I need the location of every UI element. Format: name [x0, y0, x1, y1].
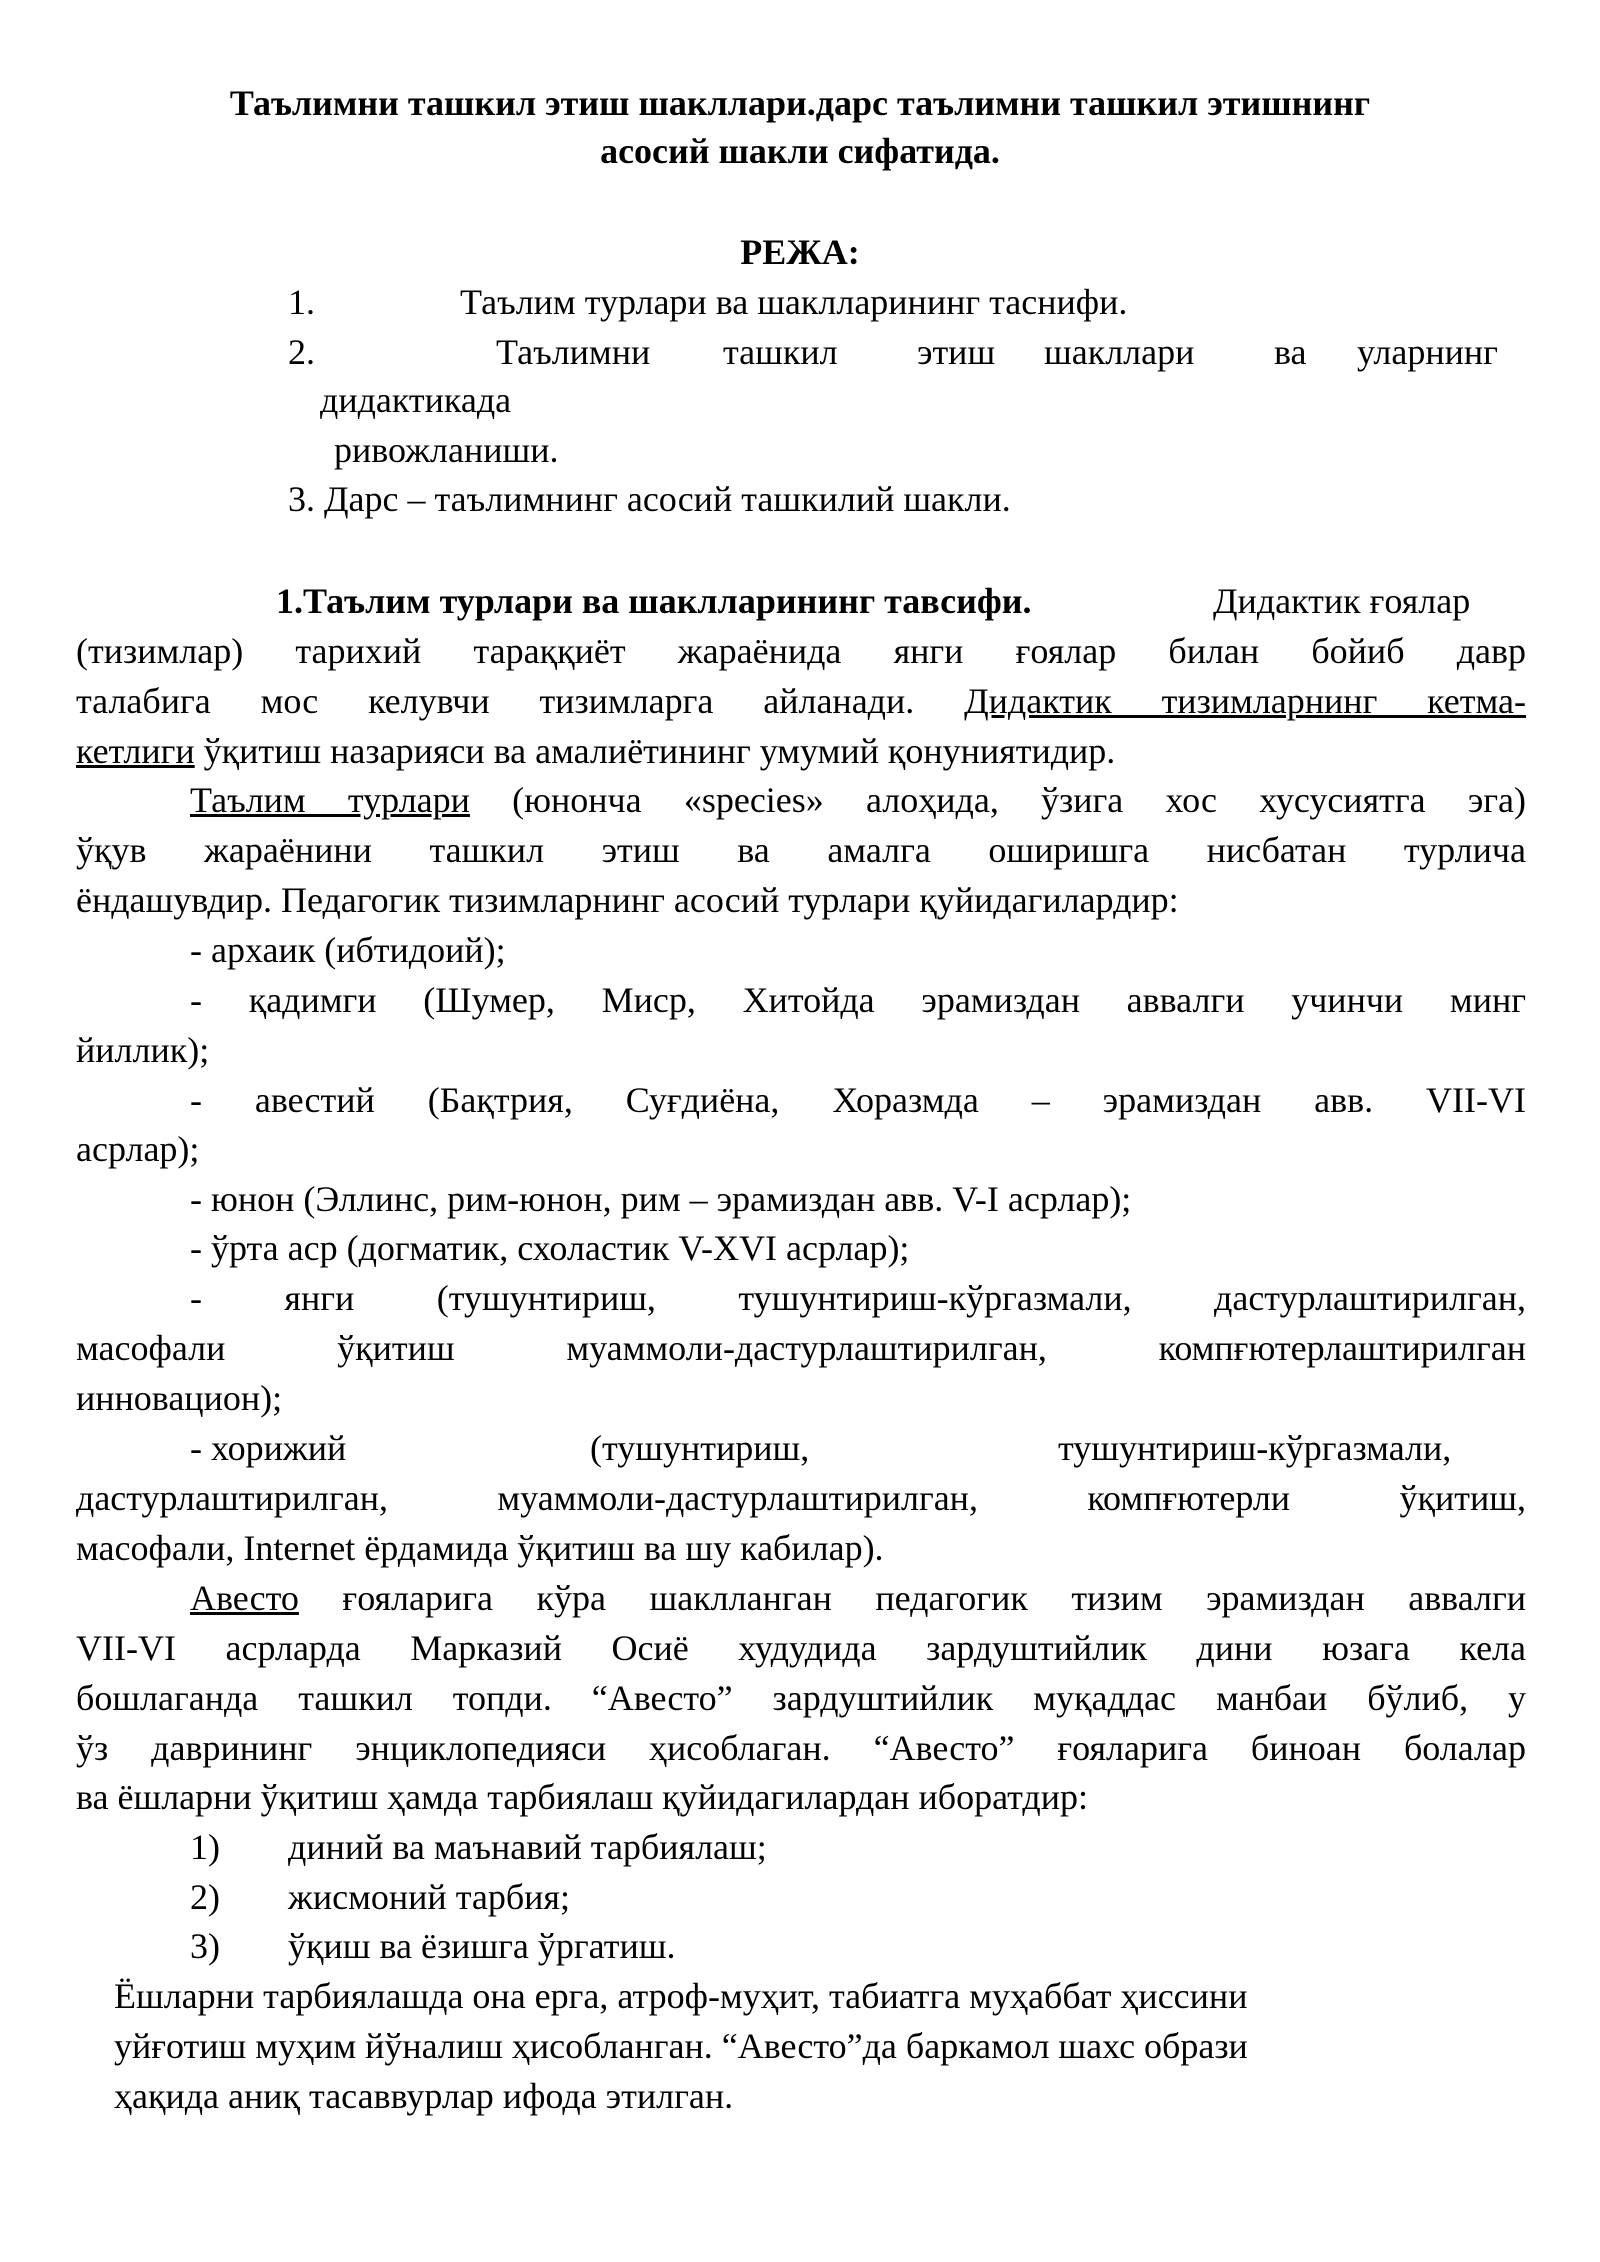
plan-item-2-word: уларнинг — [1357, 332, 1498, 372]
paragraph-line: бошлаганда ташкил топди. “Авесто” зардуштийлик муқаддас манбаи бўлиб, у — [76, 1678, 1526, 1718]
list-item-continuation: дастурлаштирилган, муаммоли-дастурлаштирилган, компғютерли ўқитиш, — [76, 1478, 1526, 1518]
paragraph-text: Дидактик ғоялар — [1213, 581, 1471, 621]
paragraph-line: VII-VI асрларда Марказий Осиё худудида зардуштийлик дини юзага кела — [76, 1628, 1526, 1668]
paragraph-line: уйғотиш муҳим йўналиш ҳисобланган. “Авесто”да баркамол шахс образи — [114, 2026, 1248, 2066]
title-line-2: асосий шакли сифатида. — [600, 131, 1000, 171]
paragraph-text: ғояларига кўра шаклланган педагогик тизим эрамиздан аввалги — [342, 1578, 1527, 1618]
list-item: - ўрта аср (догматик, схоластик V-XVI асрлар); — [190, 1228, 910, 1268]
list-item: - қадимги (Шумер, Миср, Хитойда эрамиздан аввалги учинчи минг — [190, 980, 1526, 1020]
paragraph-line: (тизимлар) тарихий тараққиёт жараёнида янги ғоялар билан бойиб давр — [76, 631, 1526, 671]
list-item: - авестий (Бақтрия, Суғдиёна, Хоразмда – эрамиздан авв. VII-VI — [190, 1080, 1526, 1120]
numbered-item-text: диний ва маънавий тарбиялаш; — [288, 1827, 767, 1867]
plan-item-2-continuation: ривожланиши. — [334, 430, 559, 470]
list-item: - юнон (Эллинс, рим-юнон, рим – эрамиздан авв. V-I асрлар); — [190, 1179, 1132, 1219]
underlined-term: Дидактик тизимларнинг кетма- — [964, 681, 1526, 721]
plan-item-2-word: ташкил — [723, 332, 838, 372]
list-item: - архаик (ибтидоий); — [190, 930, 506, 970]
plan-item-2-word: ва — [1274, 332, 1307, 372]
plan-item-2-word: Таълимни — [496, 332, 651, 372]
list-item-word: тушунтириш-кўргазмали, — [1058, 1428, 1452, 1468]
underlined-term: Таълим турлари — [190, 780, 470, 820]
paragraph-text: (юнонча «species» алоҳида, ўзига хос хусусиятга эга) — [512, 780, 1526, 820]
underlined-term: кетлиги — [76, 731, 195, 771]
paragraph-line — [76, 727, 1115, 775]
paragraph-line — [76, 677, 1526, 725]
list-item-continuation: инновацион); — [76, 1378, 283, 1418]
paragraph-line: ҳақида аниқ тасаввурлар ифода этилган. — [114, 2076, 734, 2116]
numbered-item-number: 2) — [190, 1877, 220, 1917]
numbered-item-number: 3) — [190, 1926, 220, 1966]
list-item: - хорижий — [190, 1428, 347, 1468]
section-1-heading-text: 1.Таълим турлари ва шаклларининг тавсифи. — [276, 581, 1032, 621]
list-item-continuation: асрлар); — [76, 1129, 200, 1169]
list-item-continuation: масофали ўқитиш муаммоли-дастурлаштирилган, компғютерлаштирилган — [76, 1328, 1526, 1368]
plan-heading: РЕЖА: — [740, 232, 860, 272]
list-item-continuation: масофали, Internet ёрдамида ўқитиш ва шу кабилар). — [76, 1528, 884, 1568]
paragraph-line — [190, 1574, 1526, 1622]
plan-item-1-text: Таълим турлари ва шаклларининг таснифи. — [460, 282, 1128, 322]
plan-item-2-word: этиш — [917, 332, 996, 372]
plan-item-2-continuation: дидактикада — [320, 380, 512, 420]
list-item-word: (тушунтириш, — [590, 1428, 810, 1468]
list-item-continuation: йиллик); — [76, 1030, 210, 1070]
plan-item-1-number: 1. — [288, 282, 315, 322]
paragraph-line: ва ёшларни ўқитиш ҳамда тарбиялаш қуйидагилардан иборатдир: — [76, 1777, 1089, 1817]
title-line-1: Таълимни ташкил этиш шакллари.дарс таълимни ташкил этишнинг — [229, 83, 1371, 123]
paragraph-line: Ёшларни тарбиялашда она ерга, атроф-муҳит, табиатга муҳаббат ҳиссини — [114, 1976, 1248, 2016]
paragraph-text: ўқитиш назарияси ва амалиётининг умумий қонуниятидир. — [203, 731, 1116, 771]
paragraph-line: ўқув жараёнини ташкил этиш ва амалга оширишга нисбатан турлича — [76, 830, 1526, 870]
paragraph-line: ўз даврининг энциклопедияси ҳисоблаган. “Авесто” ғояларига биноан болалар — [76, 1728, 1526, 1768]
numbered-item-text: ўқиш ва ёзишга ўргатиш. — [288, 1926, 676, 1966]
plan-item-2-word: шакллари — [1044, 332, 1195, 372]
paragraph-line: ёндашувдир. Педагогик тизимларнинг асосий турлари қуйидагилардир: — [76, 880, 1179, 920]
numbered-item-text: жисмоний тарбия; — [288, 1877, 570, 1917]
numbered-item-number: 1) — [190, 1827, 220, 1867]
plan-item-2-number: 2. — [288, 332, 315, 372]
plan-item-3: 3. Дарс – таълимнинг асосий ташкилий шакли. — [288, 479, 1011, 519]
list-item: - янги (тушунтириш, тушунтириш-кўргазмали, дастурлаштирилган, — [190, 1278, 1526, 1318]
underlined-term: Авесто — [190, 1578, 299, 1618]
paragraph-line — [190, 776, 1526, 824]
paragraph-text: талабига мос келувчи тизимларга айланади. — [76, 681, 915, 721]
section-1-heading — [276, 577, 1032, 625]
